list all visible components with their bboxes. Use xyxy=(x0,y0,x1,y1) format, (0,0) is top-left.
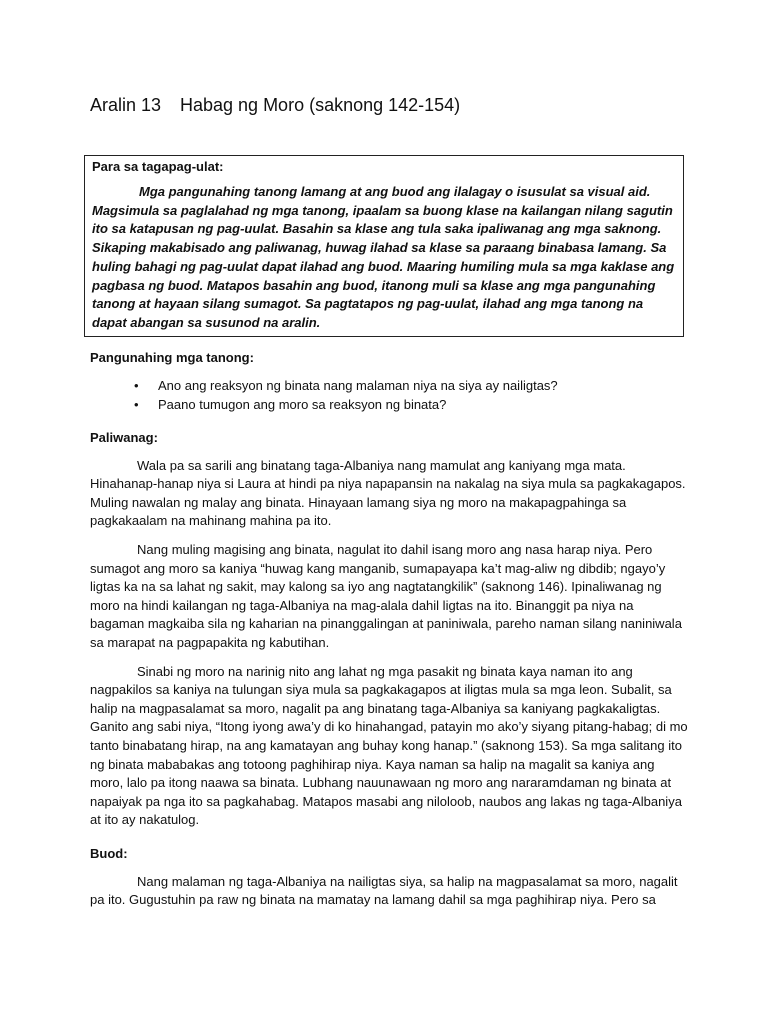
document-title xyxy=(90,93,460,117)
summary-heading: Buod: xyxy=(90,846,128,861)
questions-list xyxy=(90,376,690,414)
explanation-section xyxy=(90,429,690,830)
reporter-instructions-box xyxy=(84,155,684,337)
explanation-heading: Paliwanag: xyxy=(90,430,158,445)
reporter-heading: Para sa tagapag-ulat: xyxy=(92,159,224,174)
summary-section xyxy=(90,845,690,910)
bullet-icon: • xyxy=(134,377,139,393)
question-text: Ano ang reaksyon ng binata nang malaman niya na siya ay nailigtas? xyxy=(158,377,558,393)
questions-heading: Pangunahing mga tanong: xyxy=(90,350,254,365)
reporter-instructions: Mga pangunahing tanong lamang at ang buod ang ilalagay o isusulat sa visual aid. Magsimula sa paglalahad ng mga tanong, ipaalam sa buong klase na kailangan nilang sagutin ito sa katapusan ng pag-uulat. Basahin sa klase ang tula saka ipaliwanag ang mga saknong. Sikaping makabisado ang paliwanag, huwag ilahad sa klase sa paraang binabasa lamang. Sa huling bahagi ng pag-uulat dapat ilahad ang buod. Maaring humiling mula sa mga kaklase ang pagbasa ng buod. Matapos basahin ang buod, itanong muli sa klase ang mga pangunahing tanong at hayaan silang sumagot. Sa pagtatapos ng pag-uulat, ilahad ang mga tanong na dapat abangan sa susunod na aralin. xyxy=(92,184,675,330)
list-item xyxy=(90,395,690,414)
questions-section xyxy=(90,349,690,414)
summary-paragraph: Nang malaman ng taga-Albaniya na nailigtas siya, sa halip na magpasalamat sa moro, nagalit pa ito. Gugustuhin pa raw ng binata na mamatay na lamang dahil sa mga paghihirap niya. Pero sa xyxy=(90,873,678,908)
question-text: Paano tumugon ang moro sa reaksyon ng binata? xyxy=(158,396,447,412)
lesson-title: Habag ng Moro (saknong 142-154) xyxy=(180,95,461,115)
explanation-paragraph: Sinabi ng moro na narinig nito ang lahat ng mga pasakit ng binata kaya naman ito ang nagpakilos sa kaniya na tulungan siya mula sa pagkakagapos at iligtas mula sa mga leon. Subalit, sa halip na magpasalamat sa moro, nagalit pa ang binatang taga-Albaniya sa kaniyang pagkakaligtas. Ganito ang sabi niya, “Itong iyong awa’y di ko hinahangad, patayin mo ako’y siyang pitang-habag; di mo tanto binabatang hirap, na ang kamatayan ang buhay kong hanap.” (saknong 153). Sa mga salitang ito ng binata mababakas ang totoong paghihirap niya. Kaya naman sa halip na magalit sa kaniya ang moro, lalo pa itong naawa sa binata. Lubhang nauunawaan ng moro ang nararamdaman ng binata at napaiyak pa nga ito sa pagkahabag. Matapos masabi ang niloloob, naubos ang lakas ng taga-Albaniya at ito ay nakatulog. xyxy=(90,663,688,828)
bullet-icon: • xyxy=(134,396,139,412)
explanation-paragraph: Nang muling magising ang binata, nagulat ito dahil isang moro ang nasa harap niya. Pero sumagot ang moro sa kaniya “huwag kang manganib, sumapayapa ka’t mag-aliw ng dibdib; ngayo’y ligtas ka na sa lahat ng sakit, may kalong sa iyo ang nagtatangkilik” (saknong 146). Ipinaliwanag ng moro na hindi kailangan ng taga-Albaniya na mag-alala dahil ligtas na ito. Binanggit pa niya na bagaman magkaiba sila ng kaharian na pinanggalingan at paniniwala, pareho naman silang naniniwala sa marapat na pagpapakita ng kabutihan. xyxy=(90,541,682,650)
explanation-paragraph: Wala pa sa sarili ang binatang taga-Albaniya nang mamulat ang kaniyang mga mata. Hinahanap-hanap niya si Laura at hindi pa niya napapansin na nakalag na siya mula sa pagkakagapos. Muling nawalan ng malay ang binata. Hinayaan lamang siya ng moro na makapagpahinga sa pagkakaalam na mahinang mahina pa ito. xyxy=(90,457,686,529)
list-item xyxy=(90,376,690,395)
lesson-number: Aralin 13 xyxy=(90,95,162,115)
